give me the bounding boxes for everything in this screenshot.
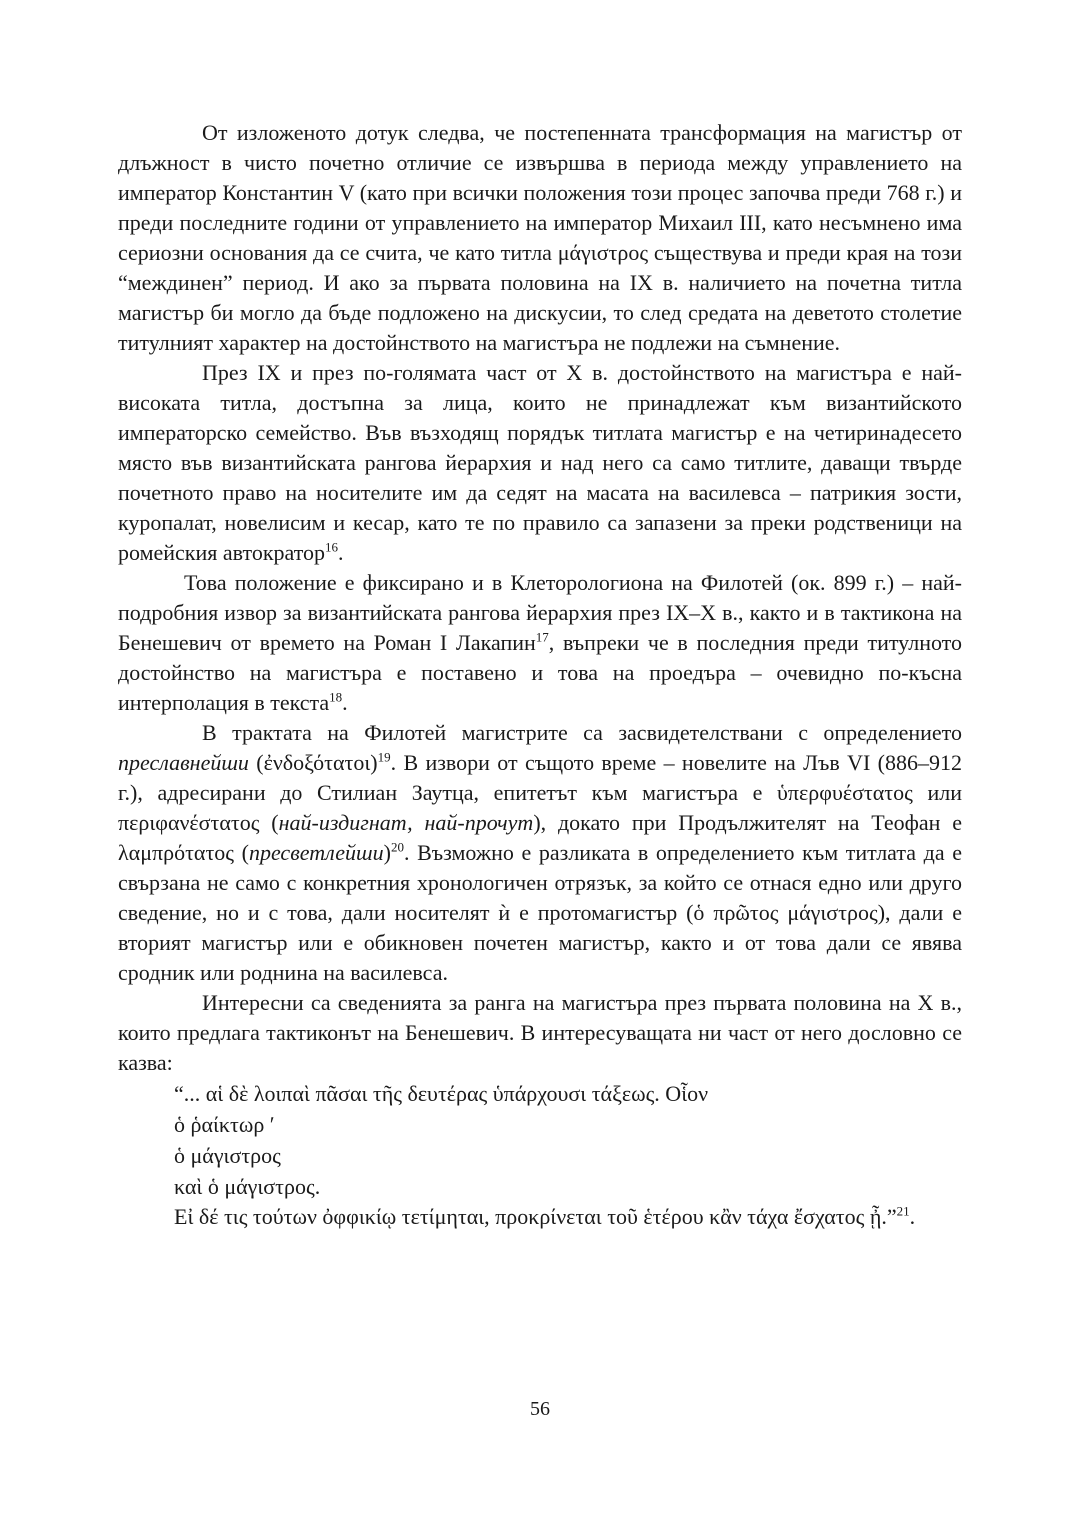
paragraph-4-italic-1: преславнейши (118, 750, 249, 775)
footnote-ref-16[interactable]: 16 (325, 539, 339, 555)
paragraph-4-text-c: . В извори от същото време – новелите на Лъв VI (886–912 г.), адресирани до Стилиан Заутца, епитетът към магистъра е ὑπερφυέστατος или περιφανέστατος ( (118, 750, 962, 835)
paragraph-3 (118, 568, 962, 718)
quote-line-1: “... αἱ δὲ λοιπαὶ πᾶσαι τῆς δευτέρας ὑπάρχουσι τάξεως. Οἷον (174, 1081, 709, 1106)
paragraph-4-text-d: ), докато при Продължителят на Теофан е λαμπρότατος ( (118, 810, 962, 865)
paragraph-2-text: През IX и през по-голямата част от X в. достойнството на магистъра е най-високата титла, достъпна за лица, които не принадлежат към византийското императорско семейство. Във възходящ порядък титлата магистър е на четиринадесето място във византийската рангова йерархия и над него са само титлите, даващи твърде почетното право на носителите им да седят на масата на василевса – патрикия зости, куропалат, новелисим и кесар, като те по правило са запазени за преки родственици на ромейския автократор (118, 360, 962, 565)
page-body (118, 118, 962, 1232)
paragraph-2 (118, 358, 962, 568)
paragraph-5 (118, 988, 962, 1078)
quote-line-5-text: Εἰ δέ τις τούτων ὀφφικίῳ τετίμηται, προκρίνεται τοῦ ἑτέρου κἂν τάχα ἔσχατος ᾖ.” (174, 1204, 897, 1229)
paragraph-5-text: Интересни са сведенията за ранга на магистъра през първата половина на X в., които предлага тактиконът на Бенешевич. В интересуващата ни част от него дословно се казва: (118, 990, 962, 1075)
quote-line-2: ὁ ῥαίκτωρ ʹ (174, 1112, 275, 1137)
paragraph-4-text-a: В трактата на Филотей магистрите са засвидетелствани с определението (202, 720, 962, 745)
quote-line-3: ὁ μάγιστρος (174, 1143, 281, 1168)
paragraph-1 (118, 118, 962, 358)
paragraph-3-text-a: Това положение е фиксирано и в Клеторологиона на Филотей (ок. 899 г.) – най-подробния извор за византийската рангова йерархия през IX–X в., както и в тактикона на Бенешевич от времето на Роман I Лакапин (118, 570, 962, 655)
paragraph-3-end: . (342, 690, 348, 715)
page-number: 56 (530, 1398, 550, 1420)
paragraph-3-text-b: , въпреки че в последния преди титулното достойнство на магистъра е поставено и това на проедъра – очевидно по-късна интерполация в текста (118, 630, 962, 715)
paragraph-4 (118, 718, 962, 988)
footnote-ref-17[interactable]: 17 (535, 629, 549, 645)
greek-quotation (118, 1078, 962, 1232)
quote-end: . (909, 1204, 916, 1229)
quote-line-4: καὶ ὁ μάγιστρος. (174, 1174, 321, 1199)
footnote-ref-21[interactable]: 21 (896, 1203, 910, 1219)
footnote-ref-20[interactable]: 20 (390, 839, 404, 855)
footnote-ref-19[interactable]: 19 (377, 749, 391, 765)
paragraph-4-italic-2: най-издигнат, най-прочут (278, 810, 534, 835)
paragraph-4-text-b: (ἐνδοξότατοι) (248, 750, 378, 775)
paragraph-2-end: . (338, 540, 344, 565)
paragraph-4-text-f: . Възможно е разликата в определението към титлата да е свързана не само с конкретния хронологичен отрязък, за който се отнася едно или друго сведение, но и с това, дали носителят ѝ е протомагистър (ὁ πρῶτος μάγιστρος), дали е вторият магистър или е обикновен почетен магистър, както и от това дали се явява сродник или роднина на василевса. (118, 840, 962, 985)
quote-line-5 (118, 1202, 962, 1232)
footnote-ref-18[interactable]: 18 (329, 689, 343, 705)
paragraph-4-italic-3: пресветлейши (248, 840, 384, 865)
paragraph-4-text-e: ) (383, 840, 391, 865)
paragraph-1-text: От изложеното дотук следва, че постепенната трансформация на магистър от длъжност в чисто почетно отличие се извършва в периода между управлението на император Константин V (като при всички положения този процес започва преди 768 г.) и преди последните години от управлението на император Михаил III, като несъмнено има сериозни основания да се счита, че като титла μάγιστρος съществува и преди края на този “междинен” период. И ако за първата половина на IX в. наличието на почетна титла магистър би могло да бъде подложено на дискусии, то след средата на деветото столетие титулният характер на достойнството на магистъра не подлежи на съмнение. (118, 120, 962, 355)
